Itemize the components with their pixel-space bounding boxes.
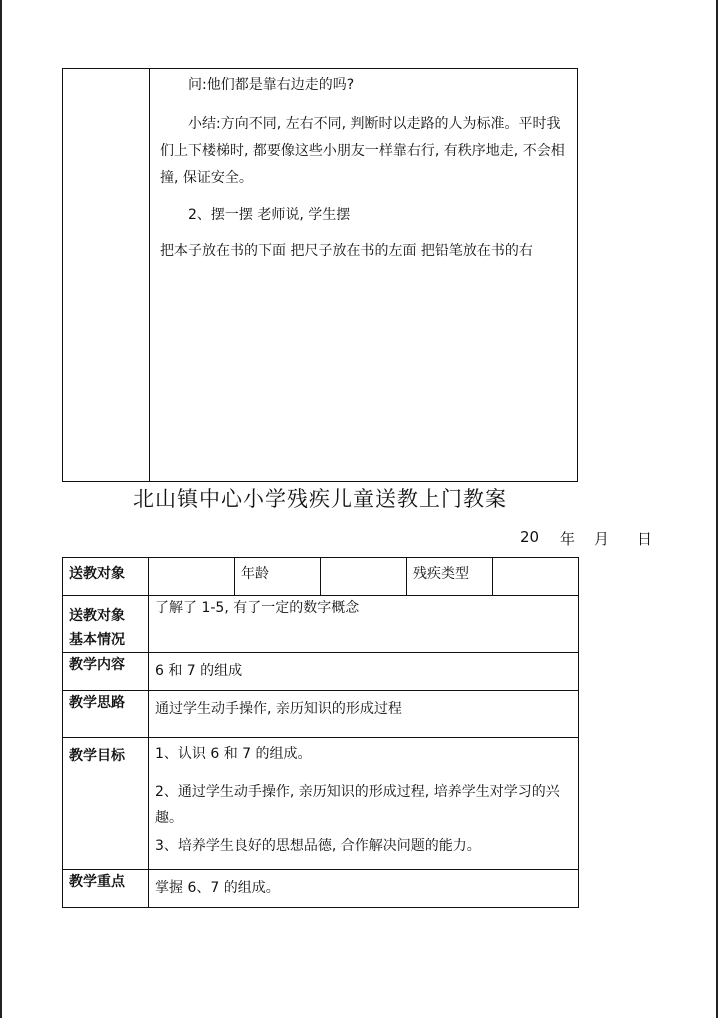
goal-item: 1、认识 6 和 7 的组成。	[155, 746, 312, 762]
table-row	[63, 596, 579, 653]
date-month: 月	[594, 530, 610, 548]
basic-info-value: 了解了 1-5, 有了一定的数字概念	[149, 596, 579, 653]
activity-paragraph: 2、摆一摆 老师说, 学生摆	[188, 207, 351, 223]
table-row	[63, 870, 579, 908]
disability-label: 残疾类型	[407, 558, 493, 596]
page-border-left	[0, 0, 2, 1018]
continued-content-cell	[150, 69, 578, 482]
table-row	[63, 691, 579, 738]
page-border-right	[716, 0, 718, 1018]
goal-item: 3、培养学生良好的思想品德, 合作解决问题的能力。	[155, 838, 481, 854]
target-label: 送教对象	[63, 558, 149, 596]
approach-label: 教学思路	[63, 691, 149, 738]
lesson-plan-table	[62, 557, 579, 908]
continued-left-cell	[63, 69, 150, 482]
content-value: 6 和 7 的组成	[149, 653, 579, 691]
key-point-label: 教学重点	[63, 870, 149, 908]
date-day: 日	[637, 530, 653, 548]
target-value	[149, 558, 235, 596]
date-year: 年	[560, 530, 576, 548]
date-year-prefix: 20	[520, 528, 540, 546]
age-label: 年龄	[235, 558, 321, 596]
basic-info-label	[63, 596, 149, 653]
continued-lesson-table	[62, 68, 578, 482]
age-value	[321, 558, 407, 596]
disability-value	[493, 558, 579, 596]
goals-label: 教学目标	[63, 738, 149, 870]
question-paragraph: 问:他们都是靠右边走的吗?	[188, 77, 355, 93]
goal-item: 2、通过学生动手操作, 亲历知识的形成过程, 培养学生对学习的兴趣。	[155, 784, 560, 826]
content-label: 教学内容	[63, 653, 149, 691]
table-row	[63, 558, 579, 596]
table-row	[63, 653, 579, 691]
summary-paragraph: 小结:方向不同, 左右不同, 判断时以走路的人为标准。平时我们上下楼梯时, 都要像这些小朋友一样靠右行, 有秩序地走, 不会相撞, 保证安全。	[160, 116, 565, 186]
goals-cell	[149, 738, 579, 870]
basic-info-label-line1: 送教对象	[69, 608, 125, 624]
instruction-paragraph: 把本子放在书的下面 把尺子放在书的左面 把铅笔放在书的右	[160, 243, 533, 259]
document-title: 北山镇中心小学残疾儿童送教上门教案	[133, 487, 507, 511]
approach-value: 通过学生动手操作, 亲历知识的形成过程	[149, 691, 579, 738]
key-point-value: 掌握 6、7 的组成。	[149, 870, 579, 908]
basic-info-label-line2: 基本情况	[69, 632, 125, 648]
table-row	[63, 738, 579, 870]
